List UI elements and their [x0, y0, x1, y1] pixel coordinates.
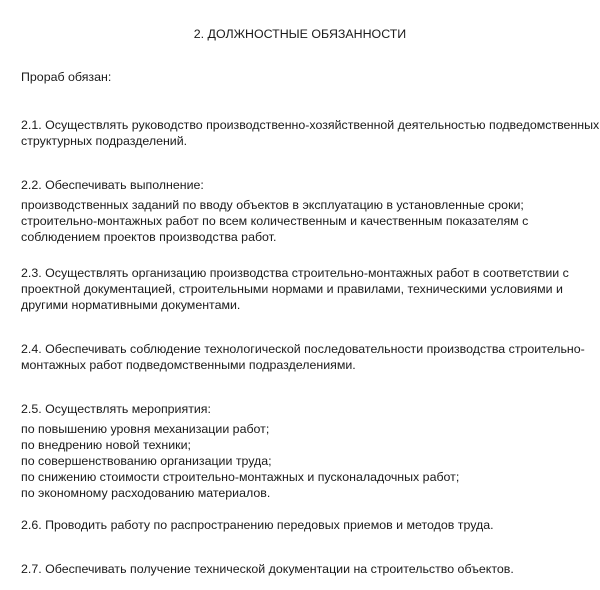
section-2-4-line-2: монтажных работ подведомственными подразделениями.	[21, 358, 356, 372]
section-2-3-line-2: проектной документацией, строительными нормами и правилами, техническими условиями и	[21, 282, 563, 296]
intro-text: Прораб обязан:	[21, 70, 112, 84]
section-2-6: 2.6. Проводить работу по распространению передовых приемов и методов труда.	[21, 518, 494, 532]
section-2-7: 2.7. Обеспечивать получение технической документации на строительство объектов.	[21, 562, 514, 576]
section-2-2-line-1: производственных заданий по вводу объектов в эксплуатацию в установленные сроки;	[21, 198, 524, 212]
section-2-2-line-2: строительно-монтажных работ по всем количественным и качественным показателям с	[21, 214, 529, 228]
section-2-3-line-1: 2.3. Осуществлять организацию производства строительно-монтажных работ в соответствии с	[21, 266, 569, 280]
section-2-2-heading: 2.2. Обеспечивать выполнение:	[21, 178, 204, 192]
section-2-4-line-1: 2.4. Обеспечивать соблюдение технологической последовательности производства строительно-	[21, 342, 585, 356]
section-2-5-item: по внедрению новой техники;	[21, 438, 191, 452]
section-2-3-line-3: другими нормативными документами.	[21, 298, 241, 312]
section-2-5-item: по совершенствованию организации труда;	[21, 454, 272, 468]
section-2-1-line-2: структурных подразделений.	[21, 134, 188, 148]
page-title: 2. ДОЛЖНОСТНЫЕ ОБЯЗАННОСТИ	[193, 27, 407, 41]
section-2-1-line-1: 2.1. Осуществлять руководство производственно-хозяйственной деятельностью подведомственных	[21, 118, 600, 132]
section-2-5-heading: 2.5. Осуществлять мероприятия:	[21, 402, 211, 416]
section-2-2-line-3: соблюдением проектов производства работ.	[21, 230, 277, 244]
section-2-5-item: по экономному расходованию материалов.	[21, 486, 271, 500]
section-2-5-item: по снижению стоимости строительно-монтажных и пусконаладочных работ;	[21, 470, 460, 484]
section-2-5-item: по повышению уровня механизации работ;	[21, 422, 270, 436]
